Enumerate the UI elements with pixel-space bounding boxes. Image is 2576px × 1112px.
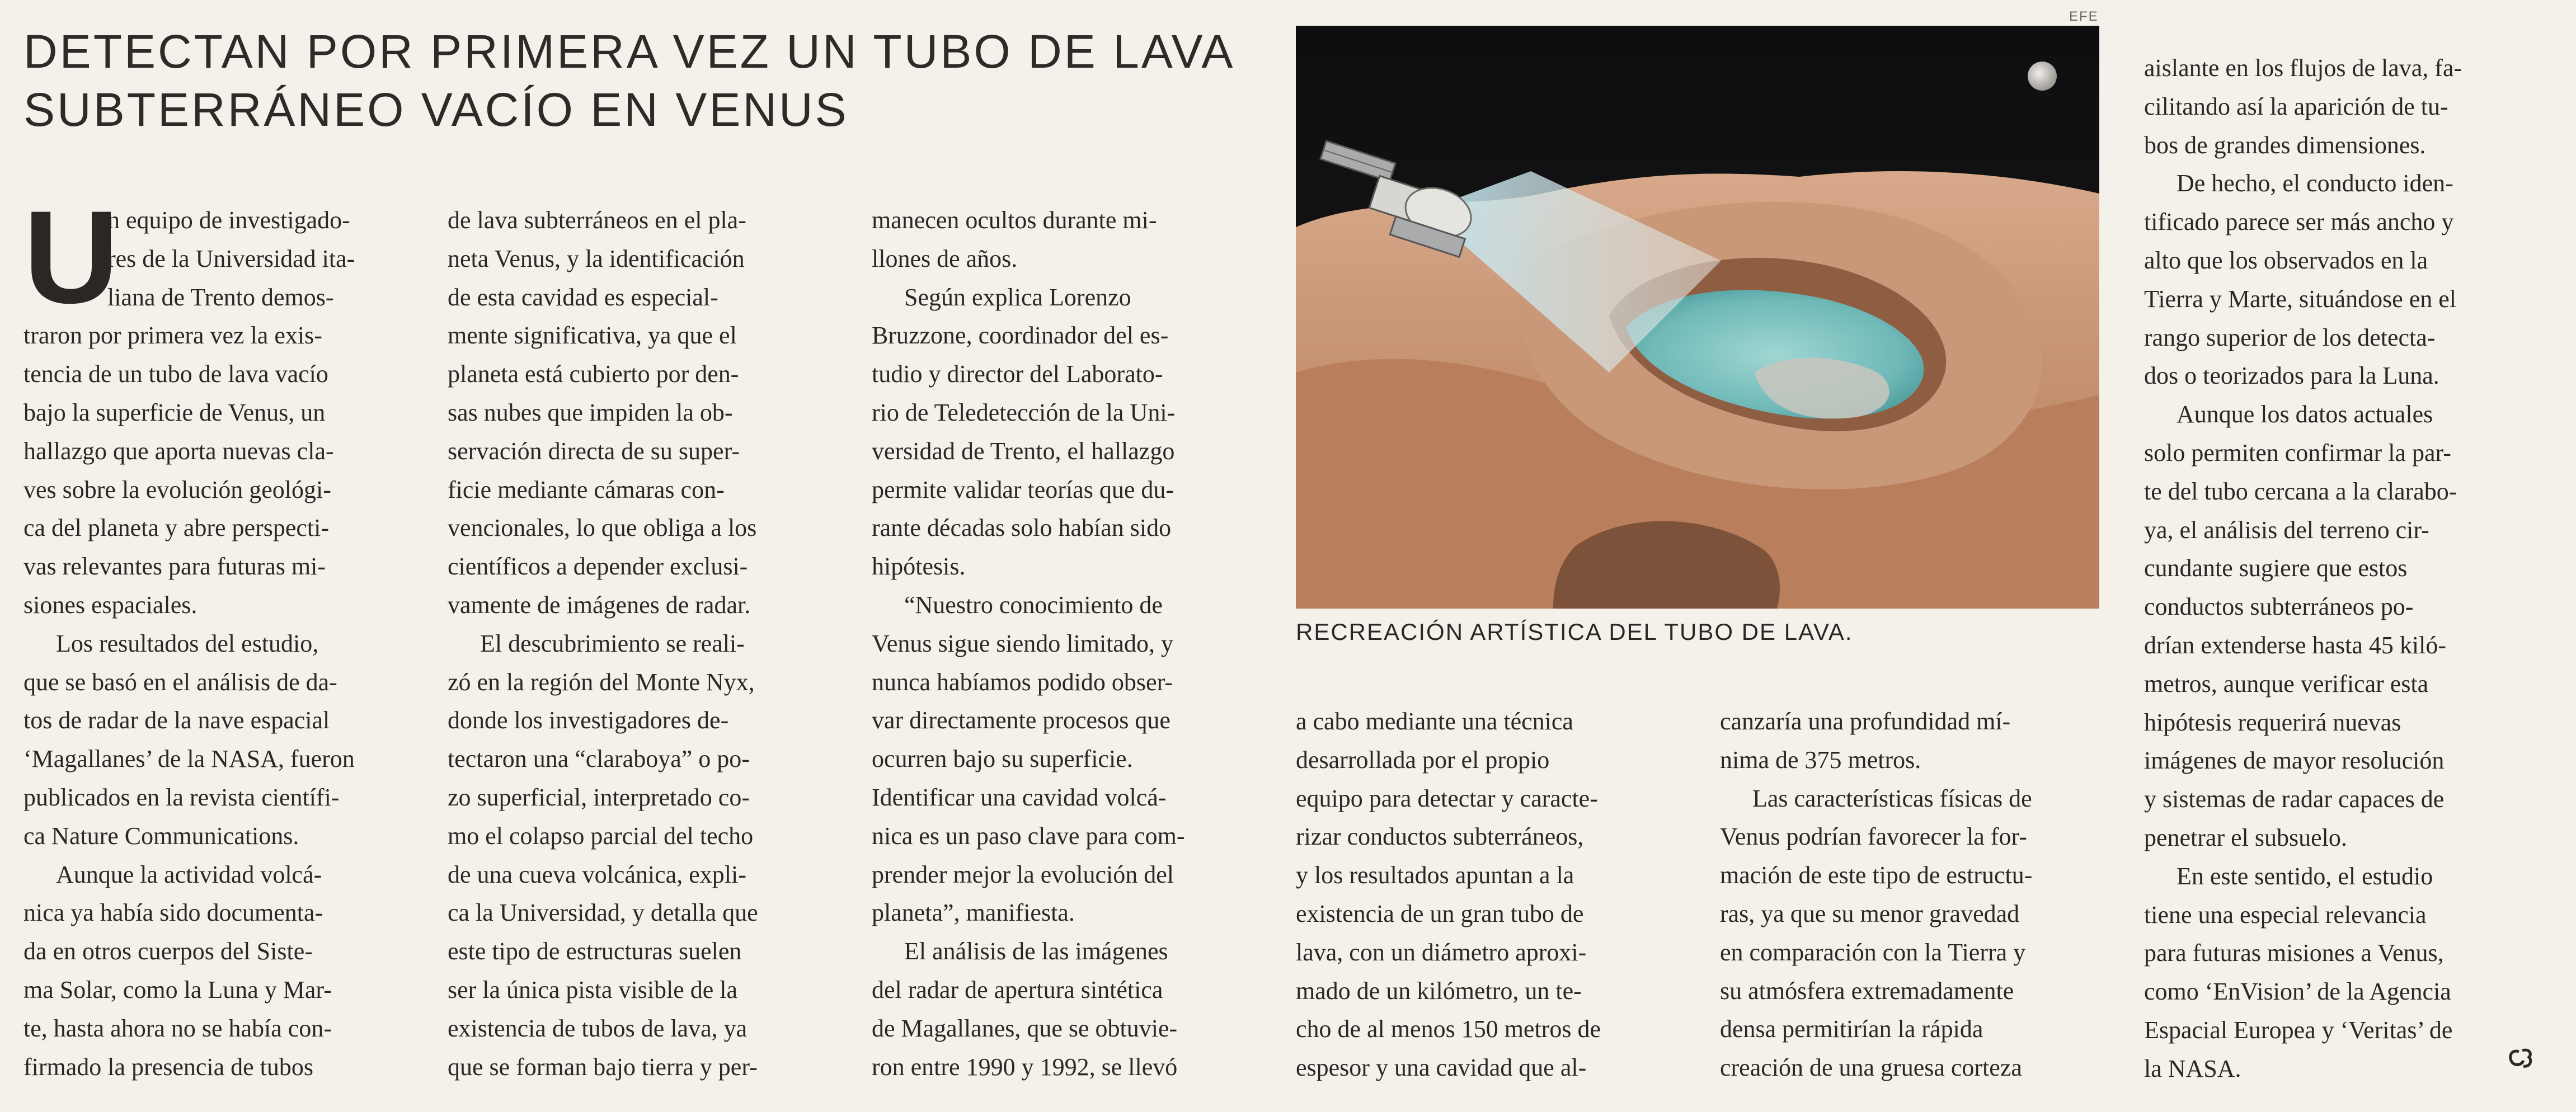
text-line: ron entre 1990 y 1992, se llevó	[872, 1053, 1178, 1081]
text-line: mente significativa, ya que el	[448, 322, 737, 350]
text-line: nica ya había sido documenta-	[23, 899, 323, 927]
text-line: Bruzzone, coordinador del es-	[872, 322, 1169, 350]
text-line: creación de una gruesa corteza	[1720, 1054, 2022, 1082]
text-line: hipótesis requerirá nuevas	[2144, 708, 2401, 736]
headline-line-2: SUBTERRÁNEO VACÍO EN VENUS	[23, 83, 849, 136]
text-line: nima de 375 metros.	[1720, 746, 1921, 774]
text-line: su atmósfera extremadamente	[1720, 977, 2014, 1005]
text-line: que se basó en el análisis de da-	[23, 668, 337, 696]
text-line: rante décadas solo habían sido	[872, 514, 1172, 542]
drop-cap: U	[23, 183, 119, 331]
text-line: mado de un kilómetro, un te-	[1296, 977, 1582, 1005]
text-line: mo el colapso parcial del techo	[448, 822, 754, 850]
text-line: ya, el análisis del terreno cir-	[2144, 516, 2429, 544]
text-line: zó en la región del Monte Nyx,	[448, 668, 755, 696]
text-line: cho de al menos 150 metros de	[1296, 1015, 1601, 1043]
text-line: ocurren bajo su superficie.	[872, 745, 1133, 773]
text-line: var directamente procesos que	[872, 706, 1171, 734]
text-line: cilitando así la aparición de tu-	[2144, 92, 2448, 120]
text-line: en comparación con la Tierra y	[1720, 938, 2026, 966]
text-line: llones de años.	[872, 244, 1018, 272]
text-line: de Magallanes, que se obtuvie-	[872, 1014, 1178, 1042]
text-line: El análisis de las imágenes	[904, 937, 1168, 965]
text-line: zo superficial, interpretado co-	[448, 783, 750, 811]
text-line: te, hasta ahora no se había con-	[23, 1014, 332, 1042]
text-line: sas nubes que impiden la ob-	[448, 398, 733, 426]
text-line: Identificar una cavidad volcá-	[872, 783, 1167, 811]
text-line: drían extenderse hasta 45 kiló-	[2144, 631, 2447, 659]
text-line: aislante en los flujos de lava, fa-	[2144, 54, 2462, 82]
text-line: solo permiten confirmar la par-	[2144, 439, 2451, 467]
text-line: ca la Universidad, y detalla que	[448, 899, 758, 927]
text-line: firmado la presencia de tubos	[23, 1053, 314, 1081]
text-line: tencia de un tubo de lava vacío	[23, 360, 328, 388]
end-of-article-icon	[2507, 1046, 2535, 1071]
text-line: tos de radar de la nave espacial	[23, 706, 330, 734]
text-line: científicos a depender exclusi-	[448, 553, 748, 581]
text-line: este tipo de estructuras suelen	[448, 937, 742, 965]
text-line: existencia de tubos de lava, ya	[448, 1014, 748, 1042]
text-line: Los resultados del estudio,	[56, 629, 319, 657]
text-line: donde los investigadores de-	[448, 706, 729, 734]
text-line: penetrar el subsuelo.	[2144, 823, 2347, 851]
text-line: Venus podrían favorecer la for-	[1720, 823, 2027, 851]
text-line: En este sentido, el estudio	[2177, 862, 2433, 890]
text-line: alto que los observados en la	[2144, 246, 2428, 274]
text-line: tudio y director del Laborato-	[872, 360, 1163, 388]
text-line: dos o teorizados para la Luna.	[2144, 362, 2439, 390]
text-line: ves sobre la evolución geológi-	[23, 475, 331, 503]
article-column-2	[448, 201, 848, 1086]
text-line: Tierra y Marte, situándose en el	[2144, 285, 2457, 313]
text-line: del radar de apertura sintética	[872, 976, 1163, 1003]
text-line: ca Nature Communications.	[23, 822, 299, 850]
text-line: densa permitirían la rápida	[1720, 1015, 1983, 1043]
planet-icon	[2028, 62, 2057, 91]
text-line: y los resultados apuntan a la	[1296, 861, 1574, 889]
text-line: vamente de imágenes de radar.	[448, 591, 751, 619]
text-line: El descubrimiento se reali-	[480, 629, 745, 657]
text-line: nunca habíamos podido obser-	[872, 668, 1173, 696]
text-line: hipótesis.	[872, 553, 966, 581]
text-line: imágenes de mayor resolución	[2144, 747, 2445, 775]
text-line: que se forman bajo tierra y per-	[448, 1053, 758, 1081]
text-line: te del tubo cercana a la clarabo-	[2144, 477, 2457, 505]
text-line: ser la única pista visible de la	[448, 976, 738, 1003]
text-line: canzaría una profundidad mí-	[1720, 708, 2011, 735]
text-line: de esta cavidad es especial-	[448, 283, 718, 311]
text-line: equipo para detectar y caracte-	[1296, 784, 1598, 812]
text-line: ma Solar, como la Luna y Mar-	[23, 976, 332, 1003]
text-line: tificado parece ser más ancho y	[2144, 208, 2454, 236]
text-line: traron por primera vez la exis-	[23, 322, 322, 350]
text-line: Las características físicas de	[1752, 784, 2032, 812]
text-line: Venus sigue siendo limitado, y	[872, 629, 1173, 657]
text-line: rio de Teledetección de la Uni-	[872, 398, 1176, 426]
text-line: versidad de Trento, el hallazgo	[872, 437, 1175, 465]
text-line: conductos subterráneos po-	[2144, 593, 2414, 621]
text-line: n equipo de investigado-	[107, 206, 350, 234]
text-line: Aunque los datos actuales	[2177, 400, 2433, 428]
text-line: desarrollada por el propio	[1296, 746, 1550, 774]
text-line: siones espaciales.	[23, 591, 198, 619]
text-line: ‘Magallanes’ de la NASA, fueron	[23, 745, 355, 773]
text-line: ras, ya que su menor gravedad	[1720, 899, 2020, 927]
text-line: ficie mediante cámaras con-	[448, 475, 725, 503]
text-line: espesor y una cavidad que al-	[1296, 1054, 1587, 1082]
text-line: existencia de un gran tubo de	[1296, 899, 1584, 927]
text-line: a cabo mediante una técnica	[1296, 708, 1573, 735]
text-line: De hecho, el conducto iden-	[2177, 169, 2453, 197]
text-line: “Nuestro conocimiento de	[904, 591, 1163, 619]
text-line: de lava subterráneos en el pla-	[448, 206, 746, 234]
text-line: y sistemas de radar capaces de	[2144, 785, 2445, 813]
headline-line-1: DETECTAN POR PRIMERA VEZ UN TUBO DE LAVA	[23, 25, 1235, 78]
text-line: nica es un paso clave para com-	[872, 822, 1185, 850]
text-line: como ‘EnVision’ de la Agencia	[2144, 978, 2451, 1006]
text-line: la NASA.	[2144, 1054, 2241, 1082]
text-line: permite validar teorías que du-	[872, 475, 1174, 503]
text-line: bajo la superficie de Venus, un	[23, 398, 326, 426]
text-line: cundante sugiere que estos	[2144, 554, 2408, 582]
image-caption: RECREACIÓN ARTÍSTICA DEL TUBO DE LAVA.	[1296, 619, 1853, 645]
text-line: planeta está cubierto por den-	[448, 360, 739, 388]
text-line: lava, con un diámetro aproxi-	[1296, 938, 1587, 966]
text-line: prender mejor la evolución del	[872, 860, 1174, 888]
article-column-4	[1296, 703, 1696, 1087]
text-line: tiene una especial relevancia	[2144, 901, 2427, 929]
text-line: rango superior de los detecta-	[2144, 323, 2436, 351]
text-line: ca del planeta y abre perspecti-	[23, 514, 330, 542]
text-line: Según explica Lorenzo	[904, 283, 1131, 311]
text-line: vencionales, lo que obliga a los	[448, 514, 757, 542]
text-line: bos de grandes dimensiones.	[2144, 131, 2426, 159]
text-line: hallazgo que aporta nuevas cla-	[23, 437, 334, 465]
text-line: liana de Trento demos-	[107, 283, 334, 311]
text-line: Espacial Europea y ‘Veritas’ de	[2144, 1016, 2453, 1044]
text-line: servación directa de su super-	[448, 437, 740, 465]
article-column-5	[1720, 703, 2121, 1087]
text-line: de una cueva volcánica, expli-	[448, 860, 746, 888]
photo-credit: EFE	[2069, 9, 2099, 24]
text-line: res de la Universidad ita-	[107, 244, 355, 272]
text-line: mación de este tipo de estructu-	[1720, 861, 2033, 889]
text-line: manecen ocultos durante mi-	[872, 206, 1157, 234]
text-line: para futuras misiones a Venus,	[2144, 939, 2444, 967]
article-column-6	[2144, 49, 2553, 1089]
text-line: publicados en la revista científi-	[23, 783, 340, 811]
text-line: planeta”, manifiesta.	[872, 899, 1075, 927]
article-column-3	[872, 201, 1272, 1086]
headline	[23, 22, 1266, 139]
text-line: metros, aunque verificar esta	[2144, 670, 2429, 698]
text-line: Aunque la actividad volcá-	[56, 860, 322, 888]
text-line: rizar conductos subterráneos,	[1296, 823, 1584, 851]
text-line: neta Venus, y la identificación	[448, 244, 745, 272]
article-column-1	[23, 183, 424, 1086]
lava-tube-illustration	[1296, 26, 2099, 609]
text-line: tectaron una “claraboya” o po-	[448, 745, 750, 773]
text-line: vas relevantes para futuras mi-	[23, 553, 326, 581]
illustration-graphic	[1296, 26, 2099, 609]
text-line: da en otros cuerpos del Siste-	[23, 937, 313, 965]
